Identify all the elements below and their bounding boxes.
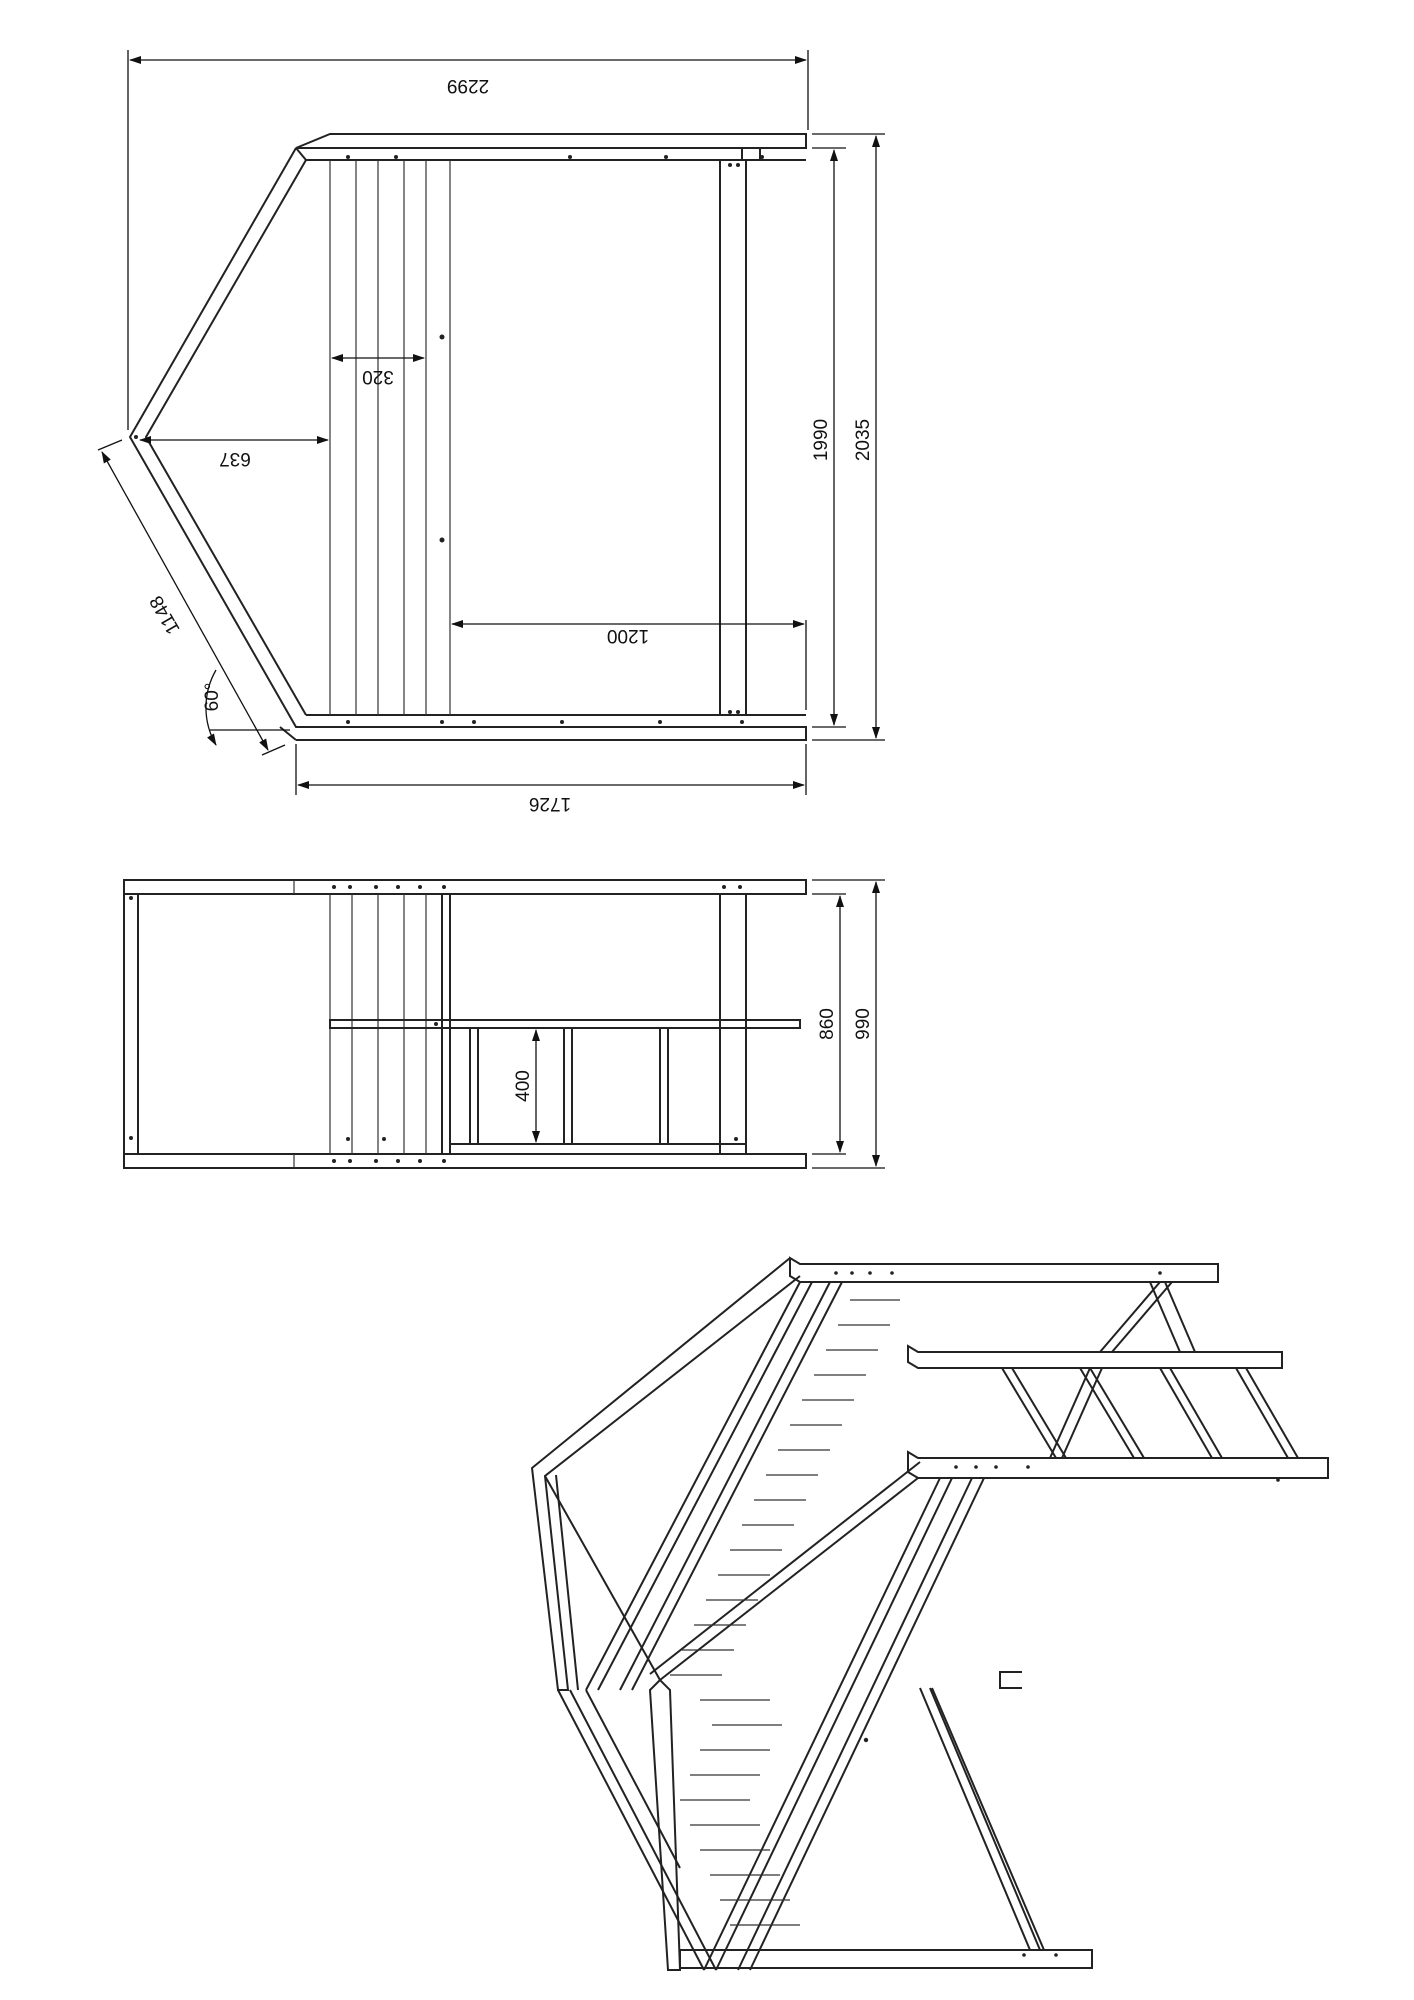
- dim-side-inner-height: 860: [817, 1008, 838, 1040]
- isometric-view: [532, 1258, 1328, 1970]
- dim-step-rise: 400: [513, 1070, 534, 1102]
- dim-platform-width: 1200: [606, 625, 650, 646]
- dim-side-overall-height: 990: [853, 1008, 874, 1040]
- dim-ramp-angle: 60°: [202, 682, 223, 712]
- side-view-dimensions: [513, 880, 885, 1168]
- side-view: [124, 880, 885, 1168]
- side-view-frame: [124, 880, 806, 1168]
- top-view-frame: [130, 134, 806, 740]
- dim-step-offset: 320: [362, 366, 394, 387]
- top-view-dimensions: [98, 50, 885, 814]
- top-view: [98, 50, 885, 814]
- dim-inner-height: 1990: [811, 418, 832, 462]
- dim-overall-width: 2299: [446, 75, 490, 96]
- dim-overall-height: 2035: [853, 418, 874, 462]
- dim-ramp-length: 1148: [145, 591, 185, 638]
- dim-bottom-width: 1726: [528, 793, 572, 814]
- dim-apex-offset: 637: [219, 448, 251, 469]
